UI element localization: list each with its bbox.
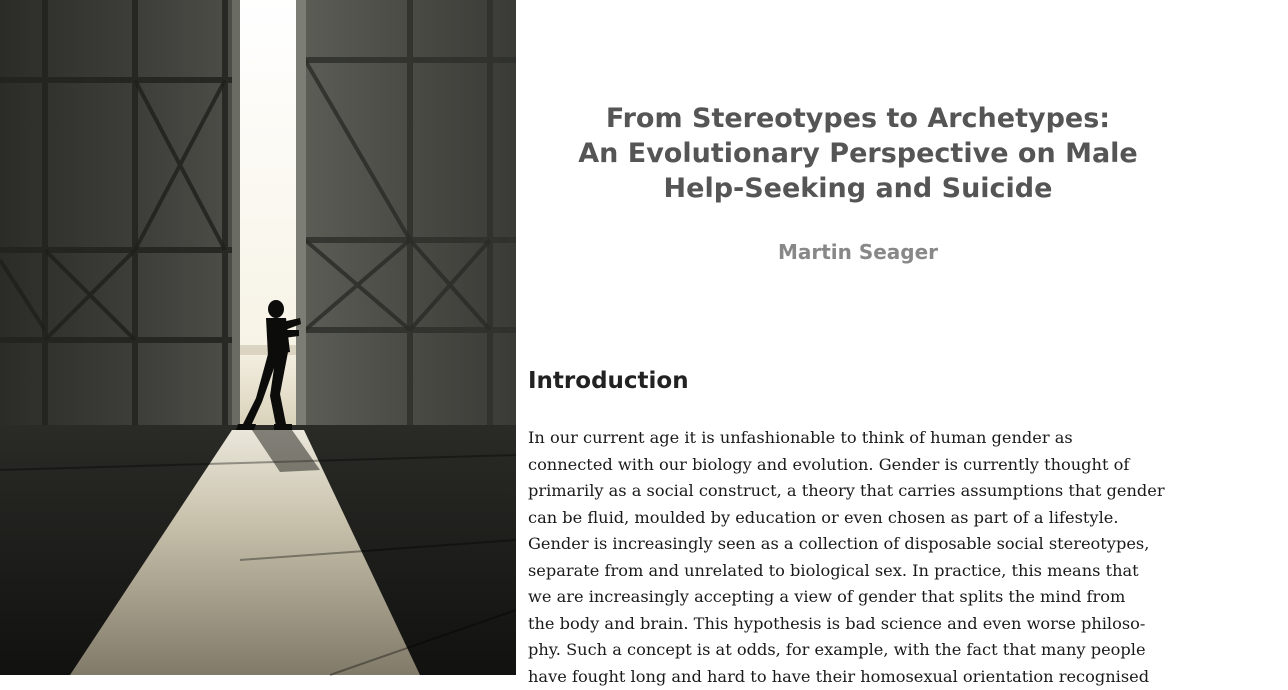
body-line: the body and brain. This hypothesis is bad science and even worse philoso- xyxy=(528,611,1288,638)
title-line: An Evolutionary Perspective on Male xyxy=(516,136,1200,171)
body-line: can be fluid, moulded by education or even chosen as part of a lifestyle. xyxy=(528,505,1288,532)
article-title xyxy=(516,101,1200,206)
body-line: we are increasingly accepting a view of gender that splits the mind from xyxy=(528,584,1288,611)
title-line: From Stereotypes to Archetypes: xyxy=(516,101,1200,136)
body-line: Gender is increasingly seen as a collection of disposable social stereotypes, xyxy=(528,531,1288,558)
body-paragraph xyxy=(528,425,1288,690)
body-line: have fought long and hard to have their homosexual orientation recognised xyxy=(528,664,1288,690)
author-name: Martin Seager xyxy=(516,238,1200,266)
body-line: In our current age it is unfashionable to think of human gender as xyxy=(528,425,1288,452)
hangar-door-photo xyxy=(0,0,516,675)
body-line: separate from and unrelated to biological sex. In practice, this means that xyxy=(528,558,1288,585)
section-heading: Introduction xyxy=(528,366,689,396)
title-line: Help-Seeking and Suicide xyxy=(516,171,1200,206)
article-page xyxy=(516,0,1200,675)
body-line: primarily as a social construct, a theory that carries assumptions that gender xyxy=(528,478,1288,505)
body-line: connected with our biology and evolution. Gender is currently thought of xyxy=(528,452,1288,479)
body-line: phy. Such a concept is at odds, for example, with the fact that many people xyxy=(528,637,1288,664)
